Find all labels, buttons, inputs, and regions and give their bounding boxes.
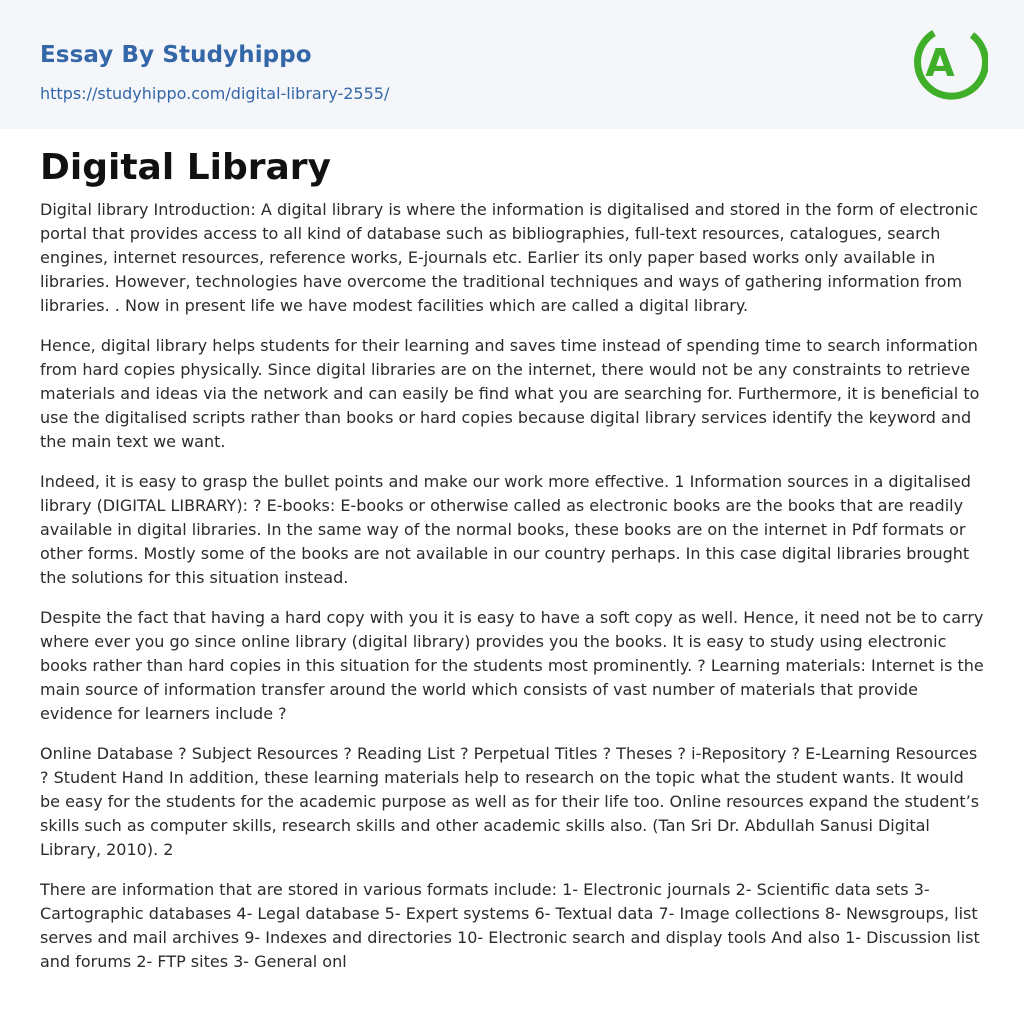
- essay-paragraph-1: Digital library Introduction: A digital library is where the information is digitalised and stored in the form of electronic portal that provides access to all kind of database such as bibliographies, full-text resources, catalogues, search engines, internet resources, reference works, E-journals etc. Earlier its only paper based works only available in libraries. However, technologies have overcome the traditional techniques and ways of gathering information from libraries. . Now in present life we have modest facilities which are called a digital library.: [40, 200, 979, 315]
- source-url-link[interactable]: https://studyhippo.com/digital-library-2555/: [40, 84, 390, 103]
- essay-paragraph-2: Hence, digital library helps students for their learning and saves time instead of spending time to search information from hard copies physically. Since digital libraries are on the internet, there would not be any constraints to retrieve materials and ideas via the network and can easily be find what you are searching for. Furthermore, it is beneficial to use the digitalised scripts rather than books or hard copies because digital library services identify the keyword and the main text we want.: [40, 336, 980, 451]
- essay-paragraph-5: Online Database ? Subject Resources ? Reading List ? Perpetual Titles ? Theses ? i-Repository ? E-Learning Resources ? Student Hand In addition, these learning materials help to research on the topic what the student wants. It would be easy for the students for the academic purpose as well as for their life too. Online resources expand the student’s skills such as computer skills, research skills and other academic skills also. (Tan Sri Dr. Abdullah Sanusi Digital Library, 2010). 2: [40, 744, 980, 859]
- brand-title: Essay By Studyhippo: [40, 42, 312, 68]
- essay-paragraph-3: Indeed, it is easy to grasp the bullet points and make our work more effective. 1 Information sources in a digitalised library (DIGITAL LIBRARY): ? E-books: E-books or otherwise called as electronic books are the books that are readily available in digital libraries. In the same way of the normal books, these books are on the internet in Pdf formats or other forms. Mostly some of the books are not available in our country perhaps. In this case digital libraries brought the solutions for this situation instead.: [40, 472, 971, 587]
- essay-paragraph-6: There are information that are stored in various formats include: 1- Electronic journals 2- Scientific data sets 3- Cartographic databases 4- Legal database 5- Expert systems 6- Textual data 7- Image collections 8- Newsgroups, list serves and mail archives 9- Indexes and directories 10- Electronic search and display tools And also 1- Discussion list and forums 2- FTP sites 3- General onl: [40, 880, 980, 971]
- essay-paragraph-4: Despite the fact that having a hard copy with you it is easy to have a soft copy as well. Hence, it need not be to carry where ever you go since online library (digital library) provides you the books. It is easy to study using electronic books rather than hard copies in this situation for the students most prominently. ? Learning materials: Internet is the main source of information transfer around the world which consists of vast number of materials that provide evidence for learners include ?: [40, 608, 984, 723]
- essay-title: Digital Library: [40, 147, 332, 188]
- page-header: [0, 0, 1024, 129]
- essay-content: [40, 146, 984, 990]
- logo-letter: A: [925, 41, 955, 85]
- studyhippo-logo-icon[interactable]: [912, 18, 988, 106]
